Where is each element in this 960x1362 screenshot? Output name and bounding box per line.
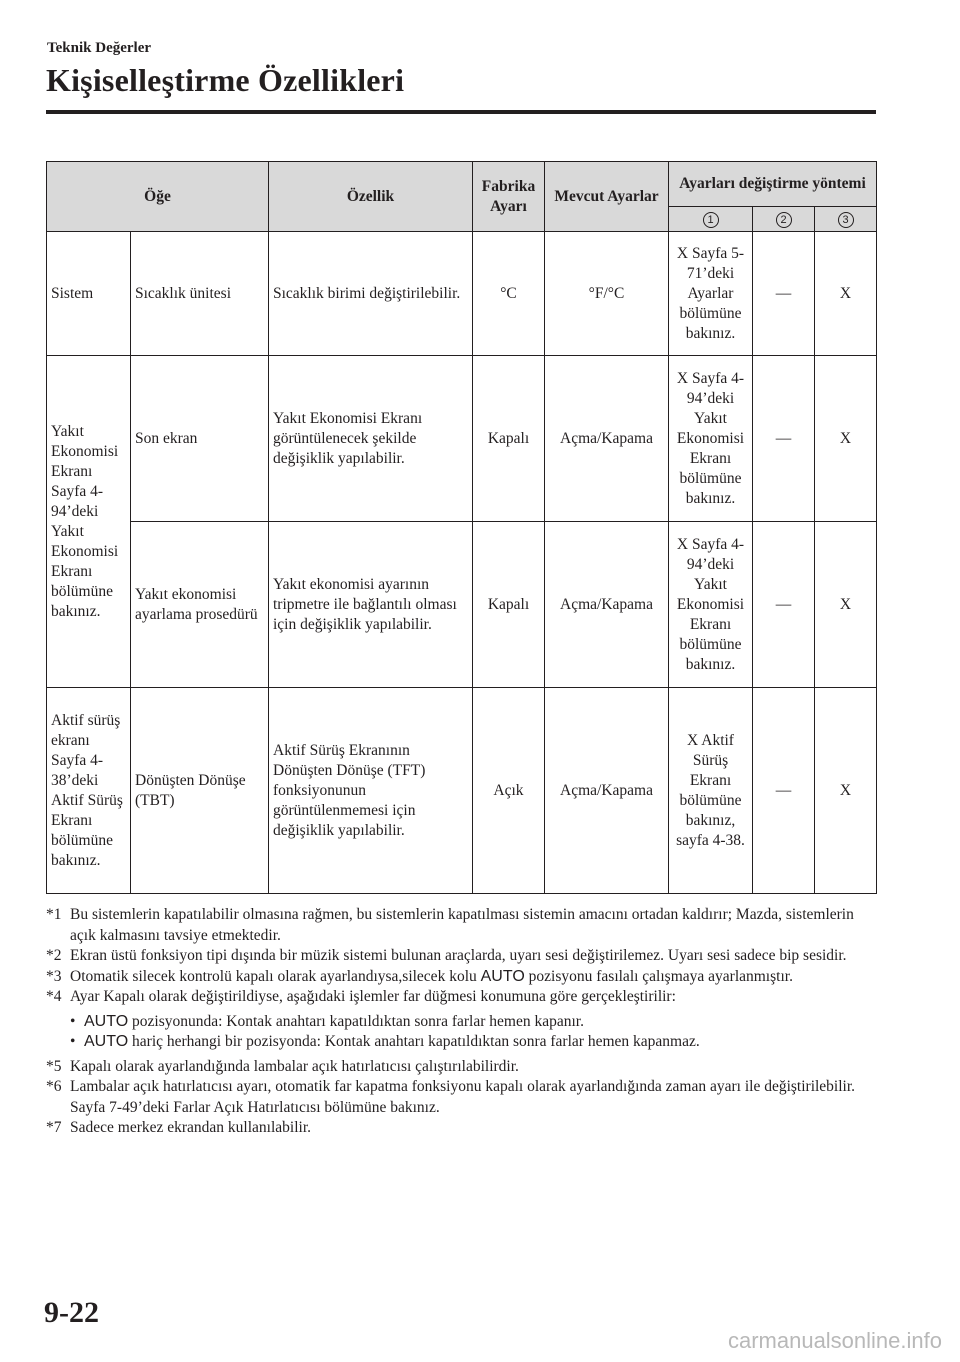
- row-subitem: Dönüşten Dönüşe (TBT): [131, 688, 269, 894]
- customization-table: [46, 161, 877, 894]
- table-row: [47, 688, 877, 894]
- row-method-3: X: [815, 688, 877, 894]
- bullet-text: [84, 1032, 700, 1053]
- footnotes: [46, 905, 876, 1139]
- footnote: [46, 1057, 876, 1078]
- header-available-settings: Mevcut Ayarlar: [545, 162, 669, 232]
- footnote-mark: *6: [46, 1078, 62, 1095]
- bullet-list: [46, 1012, 876, 1053]
- row-feature: Yakıt Ekonomisi Ekranı görüntülenecek şekilde değişiklik yapılabilir.: [269, 356, 473, 522]
- row-item: Sistem: [47, 232, 131, 356]
- row-factory: °C: [473, 232, 545, 356]
- row-item: Aktif sürüş ekranı Sayfa 4-38’deki Aktif Sürüş Ekranı bölümüne bakınız.: [47, 688, 131, 894]
- row-factory: Kapalı: [473, 522, 545, 688]
- row-method-3: X: [815, 232, 877, 356]
- page-number: 9-22: [44, 1296, 99, 1329]
- row-method-3: X: [815, 522, 877, 688]
- footnote-mark: *4: [46, 988, 62, 1005]
- footnote-mark: *2: [46, 947, 62, 964]
- header-method-1: [669, 207, 753, 232]
- footnote-text: [70, 967, 876, 988]
- bullet-body: hariç herhangi bir pozisyonda: Kontak anahtarı kapatıldıktan sonra farlar hemen kapanmaz.: [132, 1033, 700, 1050]
- footnote: [46, 1118, 876, 1139]
- footnote-text: Ekran üstü fonksiyon tipi dışında bir müzik sistemi bulunan araçlarda, uyarı sesi değiştirilemez. Uyarı sesi sadece bip sesidir.: [70, 947, 847, 964]
- header-item: Öğe: [47, 162, 269, 232]
- footnote-text: Sadece merkez ekrandan kullanılabilir.: [70, 1119, 312, 1136]
- table-row: [47, 522, 877, 688]
- row-feature: Aktif Sürüş Ekranının Dönüşten Dönüşe (TFT) fonksiyonunun görüntülenmemesi için değişiklik yapılabilir.: [269, 688, 473, 894]
- row-method-1: X Aktif Sürüş Ekranı bölümüne bakınız, sayfa 4-38.: [669, 688, 753, 894]
- circled-3-icon: 3: [838, 212, 854, 228]
- footnote-text-pre: Otomatik silecek kontrolü kapalı olarak ayarlandıysa,silecek kolu: [70, 967, 477, 985]
- title-divider: [46, 110, 876, 114]
- section-label: Teknik Değerler: [47, 40, 152, 56]
- row-method-1: X Sayfa 4-94’deki Yakıt Ekonomisi Ekranı bölümüne bakınız.: [669, 356, 753, 522]
- footnote-text-post: pozisyonu fasılalı çalışmaya ayarlanmıştır.: [528, 967, 793, 985]
- row-subitem: Sıcaklık ünitesi: [131, 232, 269, 356]
- page-title: Kişiselleştirme Özellikleri: [46, 62, 405, 98]
- footnote: [46, 946, 876, 967]
- circled-2-icon: 2: [776, 212, 792, 228]
- list-item: [70, 1032, 876, 1053]
- list-item: [70, 1012, 876, 1033]
- row-method-1: X Sayfa 4-94’deki Yakıt Ekonomisi Ekranı bölümüne bakınız.: [669, 522, 753, 688]
- row-subitem: Yakıt ekonomisi ayarlama prosedürü: [131, 522, 269, 688]
- footnote-mark: *7: [46, 1119, 62, 1136]
- row-available: Açma/Kapama: [545, 522, 669, 688]
- row-method-2: —: [753, 232, 815, 356]
- auto-keyword: AUTO: [480, 967, 525, 985]
- footnote: [46, 905, 876, 946]
- row-available: Açma/Kapama: [545, 688, 669, 894]
- footnote-text: Ayar Kapalı olarak değiştirildiyse, aşağıdaki işlemler far düğmesi konumuna göre gerçekleştirilir:: [70, 988, 676, 1005]
- bullet-dot: •: [70, 1033, 76, 1050]
- header-change-method: Ayarları değiştirme yöntemi: [669, 162, 877, 207]
- footnote-text: Lambalar açık hatırlatıcısı ayarı, otomatik far kapatma fonksiyonu kapalı olarak ayarlandığında zaman ayarı ile değiştirilebilir. Sayfa 7-49’deki Farlar Açık Hatırlatıcısı bölümüne bakınız.: [70, 1078, 856, 1116]
- row-factory: Kapalı: [473, 356, 545, 522]
- row-factory: Açık: [473, 688, 545, 894]
- row-feature: Yakıt ekonomisi ayarının tripmetre ile bağlantılı olması için değişiklik yapılabilir.: [269, 522, 473, 688]
- footnote: [46, 987, 876, 1008]
- row-available: Açma/Kapama: [545, 356, 669, 522]
- bullet-body: pozisyonunda: Kontak anahtarı kapatıldıktan sonra farlar hemen kapanır.: [132, 1012, 584, 1030]
- footnote-mark: *5: [46, 1057, 62, 1075]
- row-feature: Sıcaklık birimi değiştirilebilir.: [269, 232, 473, 356]
- footnote-mark: *1: [46, 906, 62, 923]
- header-feature: Özellik: [269, 162, 473, 232]
- row-subitem: Son ekran: [131, 356, 269, 522]
- footnote: [46, 967, 876, 988]
- watermark: carmanualsonline.info: [727, 1328, 942, 1353]
- row-method-2: —: [753, 688, 815, 894]
- table-header-row: [47, 162, 877, 207]
- circled-1-icon: 1: [703, 212, 719, 228]
- bullet-dot: •: [70, 1012, 76, 1030]
- footnote-text: Kapalı olarak ayarlandığında lambalar açık hatırlatıcısı çalıştırılabilirdir.: [70, 1057, 519, 1075]
- auto-keyword: AUTO: [84, 1012, 129, 1030]
- bullet-text: [84, 1012, 584, 1033]
- header-method-2: [753, 207, 815, 232]
- row-method-3: X: [815, 356, 877, 522]
- header-factory-setting: Fabrika Ayarı: [473, 162, 545, 232]
- table-row: [47, 232, 877, 356]
- table-row: [47, 356, 877, 522]
- auto-keyword: AUTO: [84, 1033, 129, 1050]
- row-method-2: —: [753, 522, 815, 688]
- footnote-mark: *3: [46, 967, 62, 985]
- row-method-2: —: [753, 356, 815, 522]
- row-method-1: X Sayfa 5-71’deki Ayarlar bölümüne bakınız.: [669, 232, 753, 356]
- footnote: [46, 1077, 876, 1118]
- row-item: Yakıt Ekonomisi Ekranı Sayfa 4-94’deki Yakıt Ekonomisi Ekranı bölümüne bakınız.: [47, 356, 131, 688]
- header-method-3: [815, 207, 877, 232]
- row-available: °F/°C: [545, 232, 669, 356]
- footnote-text: Bu sistemlerin kapatılabilir olmasına rağmen, bu sistemlerin kapatılması sistemin amacını ortadan kaldırır; Mazda, sistemlerin açık kalmasını tavsiye etmektedir.: [70, 906, 854, 944]
